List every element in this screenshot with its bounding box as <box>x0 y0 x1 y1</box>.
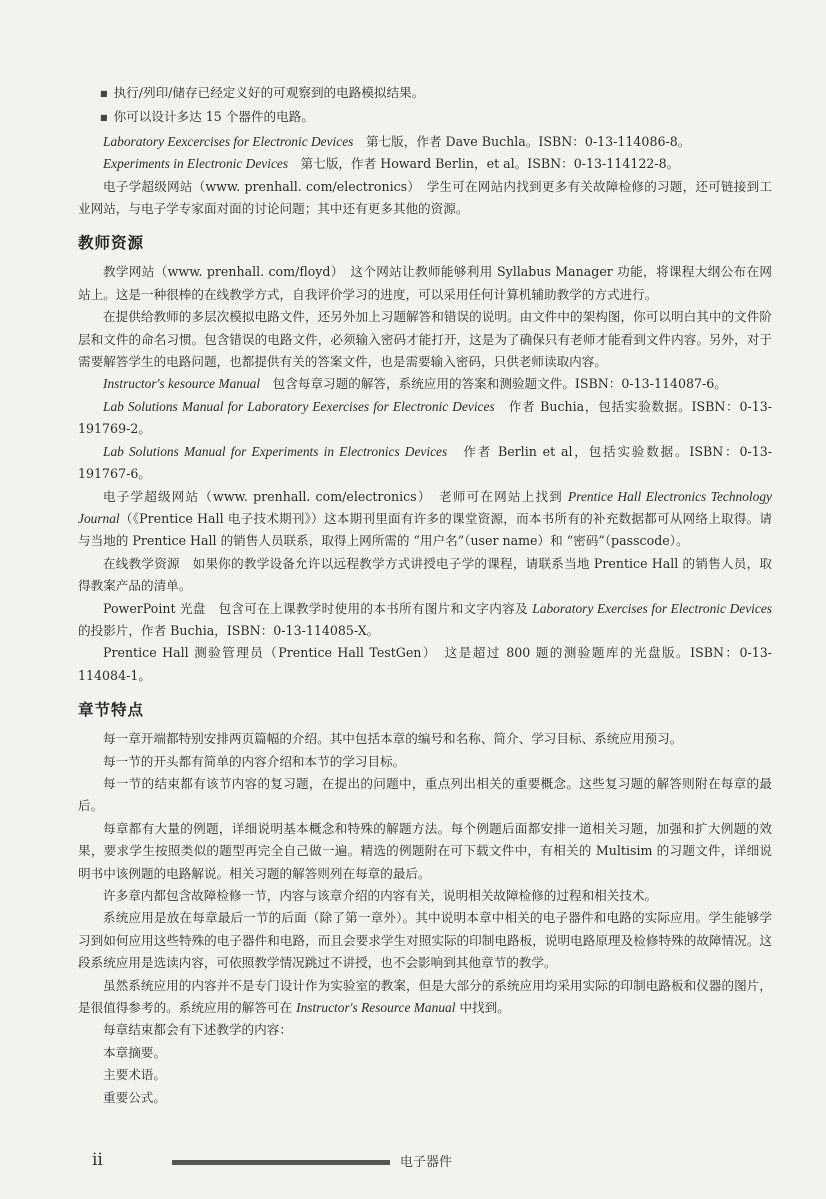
book-title: Lab Solutions Manual for Laboratory Eexercises for Electronic Devices <box>103 398 495 414</box>
text-run: 电子学超级网站（www. prenhall. com/electronics） 老师可在网站上找到 <box>103 488 569 504</box>
paragraph: Prentice Hall 测验管理员（Prentice Hall TestGen） 这是超过 800 题的测验题库的光盘版。ISBN：0-13-114084-1。 <box>78 645 772 683</box>
running-title: 电子器件 <box>400 1155 453 1170</box>
paragraph: 每一章开端都特别安排两页篇幅的介绍。其中包括本章的编号和名称、简介、学习目标、系统应用预习。 <box>103 731 683 747</box>
paragraph <box>78 975 772 1020</box>
page-footer <box>92 1150 453 1174</box>
paragraph: 许多章内都包含故障检修一节，内容与该章介绍的内容有关，说明相关故障检修的过程和相关技术。 <box>103 888 658 903</box>
site-lead: 电子学超级网站（www. prenhall. com/electronics） <box>103 178 414 194</box>
reference-detail: 作者 Berlin et al，包括实验数据。ISBN：0-13-191767-6。 <box>78 443 772 482</box>
site-text: 学生可在网站内找到更多有关故障检修的习题，还可链接到工业网站，与电子学专家面对面的讨论问题；其中还有更多其他的资源。 <box>78 178 772 217</box>
page-body <box>78 82 772 1109</box>
paragraph: 系统应用是放在每章最后一节的后面（除了第一章外）。其中说明本章中相关的电子器件和电路的实际应用。学生能够学习到如何应用这些特殊的电子器件和电路，而且会要求学生对照实际的印制电路板，说明电路原理及检修特殊的故障情况。这段系统应用是选读内容，可依照教学情况跳过不讲授，也不会影响到其他章节的教学。 <box>78 910 772 971</box>
paragraph: 教学网站（www. prenhall. com/floyd） 这个网站让教师能够利用 Syllabus Manager 功能，将课程大纲公布在网站上。这是一种很棒的在线教学方式，自我评价学习的进度，可以采用任何计算机辅助教学的方式进行。 <box>78 264 772 302</box>
bullet-item: ■ 执行/列印/储存已经定义好的可观察到的电路模拟结果。 <box>78 82 772 106</box>
reference-entry <box>78 396 772 441</box>
page-number: ii <box>92 1150 103 1170</box>
footer-rule <box>172 1160 390 1165</box>
book-title: Lab Solutions Manual for Experiments in Electronics Devices <box>103 443 448 459</box>
bullet-item: ■ 你可以设计多达 15 个器件的电路。 <box>78 106 772 130</box>
text-run: 中找到。 <box>455 1000 510 1016</box>
text-run: 虽然系统应用的内容并不是专门设计作为实验室的教案，但是大部分的系统应用均采用实际的印制电路板和仪器的图片，是很值得参考的。系统应用的解答可在 <box>78 977 772 1016</box>
paragraph: 每一节的开头都有简单的内容介绍和本节的学习目标。 <box>103 753 406 769</box>
book-title: Instructor's Resource Manual <box>296 1000 456 1016</box>
text-run: PowerPoint 光盘 包含可在上课教学时使用的本书所有图片和文字内容及 <box>103 600 533 616</box>
list-item: 主要术语。 <box>103 1067 166 1083</box>
paragraph <box>78 598 772 643</box>
text-run: 的投影片，作者 Buchia，ISBN：0-13-114085-X。 <box>78 622 380 638</box>
section-heading-teacher: 教师资源 <box>78 234 145 253</box>
paragraph: 每章都有大量的例题，详细说明基本概念和特殊的解题方法。每个例题后面都安排一道相关习题，加强和扩大例题的效果，要求学生按照类似的题型再完全自己做一遍。精选的例题附在可下载文件中，有相关的 Multisim 的习题文件，详细说明书中该例题的电路解说。相关习题的解答则列在每章的最后。 <box>78 820 772 881</box>
paragraph: 每章结束都会有下述教学的内容： <box>103 1022 292 1038</box>
reference-detail: 包含每章习题的解答，系统应用的答案和测验题文件。ISBN：0-13-114087-6。 <box>260 376 727 392</box>
paragraph: 在提供给教师的多层次模拟电路文件，还另外加上习题解答和错误的说明。由文件中的架构图，你可以明白其中的文件阶层和文件的命名习惯。包含错误的电路文件，必须输入密码才能打开，这是为了确保只有老师才能看到文件内容。另外，对于需要解答学生的电路问题，也都提供有关的答案文件，也是需要输入密码，只供老师读取内容。 <box>78 309 772 370</box>
paragraph: 每一节的结束都有该节内容的复习题，在提出的问题中，重点列出相关的重要概念。这些复习题的解答则附在每章的最后。 <box>78 775 772 814</box>
paragraph <box>78 486 772 553</box>
journal-title: Prentice Hall Electronics Technology Journal <box>78 488 772 526</box>
reference-detail: 作者 Buchia，包括实验数据。ISBN：0-13-191769-2。 <box>78 398 772 437</box>
paragraph <box>78 176 772 221</box>
list-item: 重要公式。 <box>103 1089 166 1105</box>
reference-detail: 第七版，作者 Dave Buchla。ISBN：0-13-114086-8。 <box>353 133 691 149</box>
paragraph: 在线教学资源 如果你的教学设备允许以远程教学方式讲授电子学的课程，请联系当地 Prentice Hall 的销售人员，取得教案产品的清单。 <box>78 555 772 594</box>
reference-entry <box>78 131 772 153</box>
reference-entry <box>78 441 772 486</box>
book-title: Experiments in Electronic Devices <box>103 156 289 172</box>
reference-detail: 第七版，作者 Howard Berlin，et al。ISBN：0-13-114122-8。 <box>288 156 680 172</box>
book-title: Laboratory Eexcercises for Electronic Devices <box>103 133 354 149</box>
reference-entry <box>78 373 772 395</box>
book-title: Laboratory Exercises for Electronic Devices <box>532 600 772 616</box>
list-item: 本章摘要。 <box>103 1044 166 1060</box>
section-heading-features: 章节特点 <box>78 701 145 720</box>
reference-entry <box>78 153 772 175</box>
text-run: （《Prentice Hall 电子技术期刊》）这本期刊里面有许多的课堂资源，而本书所有的补充数据都可从网络上取得。请与当地的 Prentice Hall 的销售人员联系，取得上网所需的 “用户名”（user name）和 “密码”（passcode）。 <box>78 510 772 549</box>
book-title: Instructor's kesource Manual <box>103 376 261 392</box>
